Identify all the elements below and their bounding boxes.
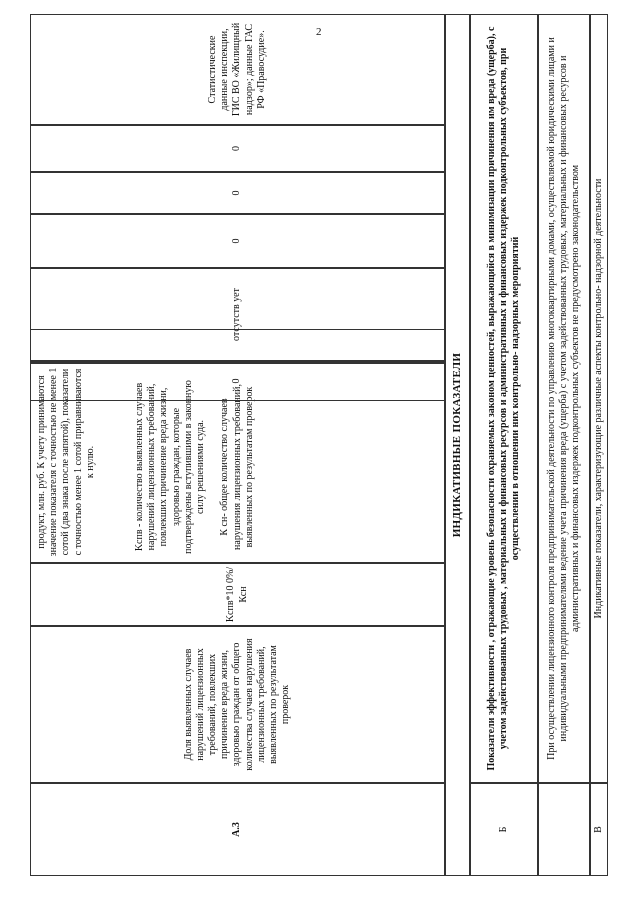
row-b-code: Б	[470, 783, 538, 876]
row-note-code	[538, 783, 590, 876]
row-a3-value-5: 0	[30, 125, 445, 172]
row-a3-value-1: 0	[30, 361, 445, 401]
rotated-table	[30, 14, 608, 876]
row-a3-description: Kспв - количество выявленных случаев нарушений лицензионных требований, повлекших причинение вреда жизни, здоровью граждан, которые подтверждены вступившими в законную силу решениями суда. К сн- общее количество случаев нарушения лицензионных требований, выявленных по результатам проверок	[134, 380, 255, 554]
row-a3-code: А.3	[30, 783, 445, 876]
row-a3-value-4: 0	[30, 172, 445, 214]
row-b-text: Показатели эффективности , отражающие уровень безопасности охраняемых законом ценностей, выражающийся в минимизации причинения им вреда (ущерба), с учетом задействованных трудовых , материальных и финансовых ресурсов и административных и финансовых издержек подконтрольных субъектов, при осуществлении в отношении них контрольно- надзорных мероприятий	[470, 14, 538, 783]
row-a3-value-3: 0	[30, 214, 445, 268]
row-a3-value-2: отсутств ует	[30, 268, 445, 361]
section-indicative-header: ИНДИКАТИВНЫЕ ПОКАЗАТЕЛИ	[445, 14, 470, 876]
row-note-text: При осуществлении лицензионного контроля предпринимательской деятельности по управлению многоквартирными домами, осуществляемой юридическими лицами и индивидуальными предпринимателями ведение учета причинения вреда (ущерба) с учетом задействованных трудовых, материальных и финансовых ресурсов и административных и финансовых издержек подконтрольных субъектов не предусмотрено законодательством	[538, 14, 590, 783]
row-v-text: Индикативные показатели, характеризующие различные аспекты контрольно- надзорной деятельности	[590, 14, 608, 783]
row-a3-source: Статистические данные инспекции, ГИС ВО «Жилищный надзор»; данные ГАС РФ «Правосудие».	[30, 14, 445, 125]
row-a3-name: Доля выявленных случаев нарушений лицензионных требований, повлекших причинение вреда жизни, здоровью граждан от общего количества случаев нарушения лицензионных требований, выявленных по результатам проверок	[30, 626, 445, 783]
row-v-code: В	[590, 783, 608, 876]
page-number: 2	[316, 26, 322, 38]
row-a3-continued-text: продукт, млн. руб. К учету принимаются значение показателя с точностью не менее 1 сотой (два знака после запятой), показатели с точностью менее 1 сотой приравниваются к нулю.	[36, 367, 96, 557]
row-a3-formula: Kспв*10 0%/ Ксн	[30, 563, 445, 626]
